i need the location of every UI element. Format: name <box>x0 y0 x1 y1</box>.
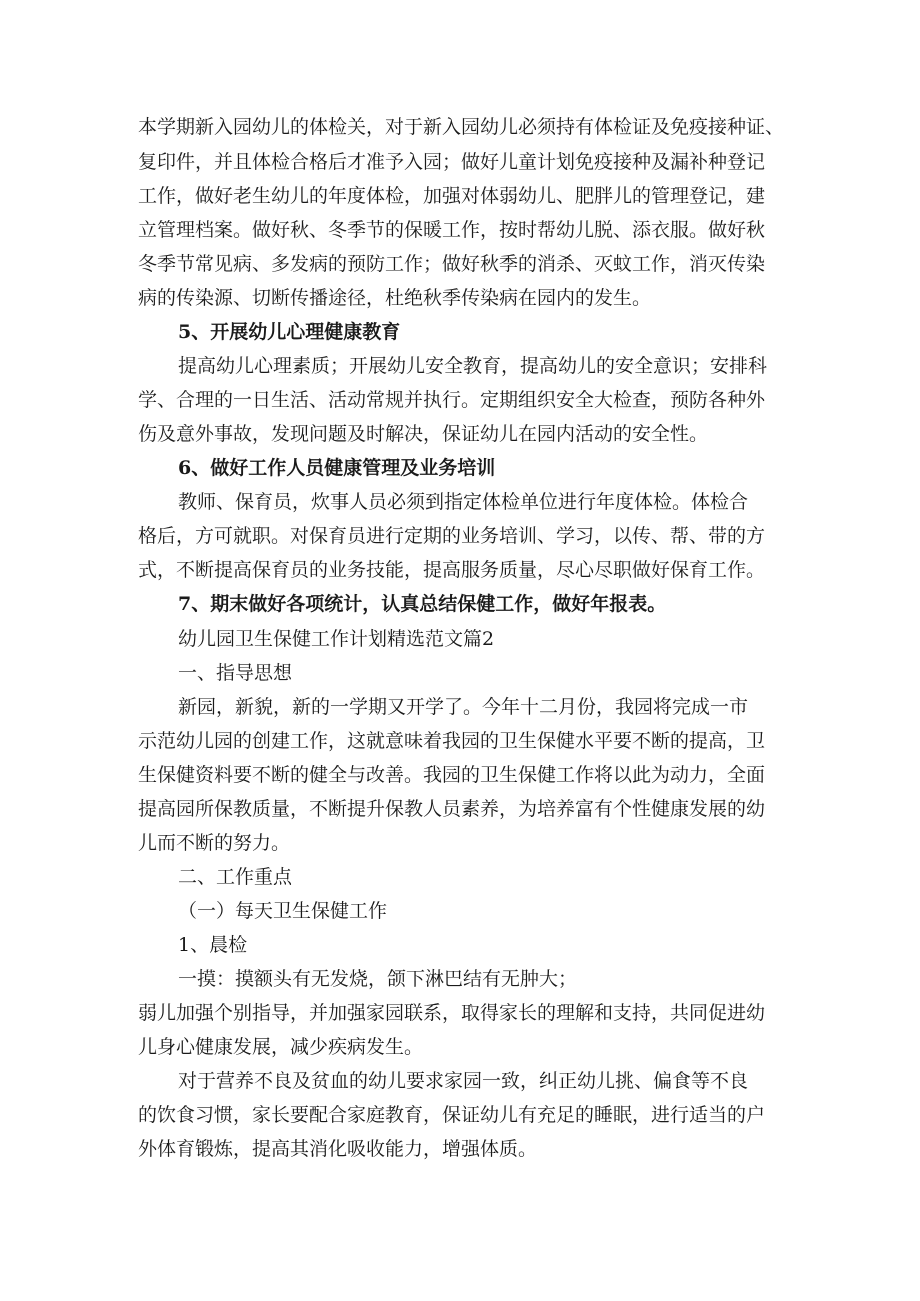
paragraph-line: 一摸：摸额头有无发烧，颌下淋巴结有无肿大； <box>178 968 578 990</box>
paragraph-line: 的饮食习惯，家长要配合家庭教育，保证幼儿有充足的睡眠，进行适当的户 <box>138 1104 766 1126</box>
paragraph-line: 冬季节常见病、多发病的预防工作；做好秋季的消杀、灭蚊工作，消灭传染 <box>138 253 766 275</box>
paragraph-line: 立管理档案。做好秋、冬季节的保暖工作，按时帮幼儿脱、添衣服。做好秋 <box>138 219 766 241</box>
paragraph-line: 工作，做好老生幼儿的年度体检，加强对体弱幼儿、肥胖儿的管理登记，建 <box>138 185 766 207</box>
article-title: 幼儿园卫生保健工作计划精选范文篇2 <box>178 628 495 650</box>
paragraph-line: 提高园所保教质量，不断提升保教人员素养，为培养富有个性健康发展的幼 <box>138 798 766 820</box>
paragraph-line: 外体育锻炼，提高其消化吸收能力，增强体质。 <box>138 1138 538 1160</box>
paragraph-line: 弱儿加强个别指导，并加强家园联系，取得家长的理解和支持，共同促进幼 <box>138 1002 766 1024</box>
paragraph-line: 新园，新貌，新的一学期又开学了。今年十二月份，我园将完成一市 <box>178 696 749 718</box>
paragraph-line: 教师、保育员，炊事人员必须到指定体检单位进行年度体检。体检合 <box>178 491 749 513</box>
paragraph-line: 学、合理的一日生活、活动常规并执行。定期组织安全大检查，预防各种外 <box>138 389 766 411</box>
item-heading: 1、晨检 <box>178 934 248 956</box>
section-heading: 7、期末做好各项统计，认真总结保健工作，做好年报表。 <box>178 593 667 615</box>
subsection-heading: （一）每天卫生保健工作 <box>178 900 388 922</box>
section-heading: 5、开展幼儿心理健康教育 <box>178 321 401 343</box>
paragraph-line: 式，不断提高保育员的业务技能，提高服务质量，尽心尽职做好保育工作。 <box>138 559 766 581</box>
paragraph-line: 格后，方可就职。对保育员进行定期的业务培训、学习，以传、帮、带的方 <box>138 525 766 547</box>
section-heading: 6、做好工作人员健康管理及业务培训 <box>178 457 496 479</box>
paragraph-line: 生保健资料要不断的健全与改善。我园的卫生保健工作将以此为动力，全面 <box>138 764 766 786</box>
section-heading: 二、工作重点 <box>178 866 293 888</box>
paragraph-line: 儿身心健康发展，减少疾病发生。 <box>138 1036 424 1058</box>
paragraph-line: 病的传染源、切断传播途径，杜绝秋季传染病在园内的发生。 <box>138 287 652 309</box>
paragraph-line: 本学期新入园幼儿的体检关，对于新入园幼儿必须持有体检证及免疫接种证、 <box>138 116 785 138</box>
paragraph-line: 对于营养不良及贫血的幼儿要求家园一致，纠正幼儿挑、偏食等不良 <box>178 1070 749 1092</box>
section-heading: 一、指导思想 <box>178 662 293 684</box>
paragraph-line: 伤及意外事故，发现问题及时解决，保证幼儿在园内活动的安全性。 <box>138 423 709 445</box>
paragraph-line: 儿而不断的努力。 <box>138 832 291 854</box>
paragraph-line: 提高幼儿心理素质；开展幼儿安全教育，提高幼儿的安全意识；安排科 <box>178 355 768 377</box>
paragraph-line: 示范幼儿园的创建工作，这就意味着我园的卫生保健水平要不断的提高，卫 <box>138 730 766 752</box>
paragraph-line: 复印件，并且体检合格后才准予入园；做好儿童计划免疫接种及漏补种登记 <box>138 151 766 173</box>
